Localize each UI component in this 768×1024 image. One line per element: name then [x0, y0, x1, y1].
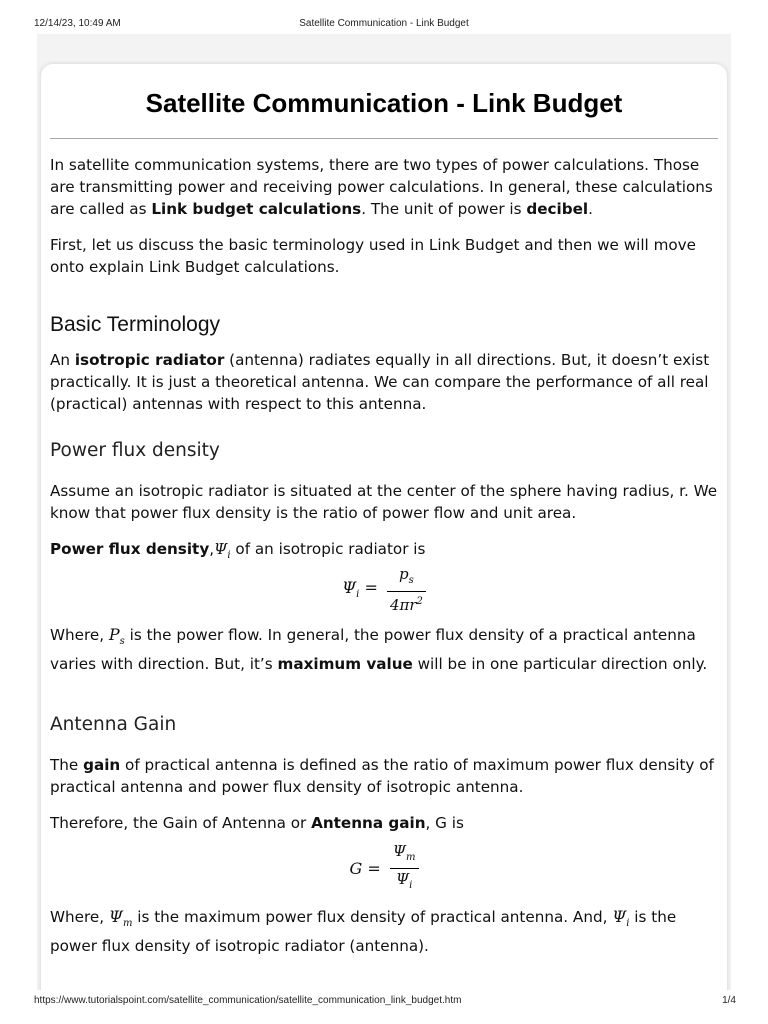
fraction: $\frac{\Psi_m}{\Psi_i}$	[390, 841, 419, 896]
antenna-gain-paragraph-3: Where, $\Psi_m$ is the maximum power flux density of practical antenna. And, $\Psi_i$ is the power flux density of isotropic radiator (antenna).	[50, 907, 677, 956]
antenna-gain-paragraph-2: Therefore, the Gain of Antenna or Antenna gain, G is	[50, 814, 464, 832]
section-heading-power-flux-density: Power flux density	[50, 440, 220, 461]
article-title: Satellite Communication - Link Budget	[145, 88, 623, 118]
page-background	[37, 34, 731, 990]
print-datetime: 12/14/23, 10:49 AM	[34, 18, 121, 29]
antenna-gain-paragraph-1: The gain of practical antenna is defined as the ratio of maximum power flux density of practical antenna and power flux density of isotropic antenna.	[50, 756, 714, 796]
psi-m-symbol: $\Psi_m$	[108, 907, 133, 930]
print-header	[0, 0, 768, 34]
title-divider	[50, 138, 718, 139]
print-footer	[0, 995, 768, 1009]
gain-term: gain	[83, 756, 121, 774]
section-heading-basic-terminology: Basic Terminology	[50, 313, 221, 336]
power-flux-paragraph-3: Where, $P_s$ is the power flow. In general, the power flux density of a practical antenna varies with direction. But, it’s maximum value will be in one particular direction only.	[50, 625, 708, 674]
psi-i-symbol: $\Psi_i$	[612, 907, 630, 930]
maximum-value-term: maximum value	[277, 655, 413, 674]
psi-symbol: $\Psi_i$	[214, 540, 231, 562]
antenna-gain-formula: G = $\frac{\Psi_m}{\Psi_i}$	[50, 841, 718, 896]
antenna-gain-term: Antenna gain	[311, 814, 426, 832]
section-heading-antenna-gain: Antenna Gain	[50, 714, 177, 735]
decibel-term: decibel	[526, 200, 589, 218]
print-page-number: 1/4	[722, 995, 736, 1006]
intro-paragraph-2: First, let us discuss the basic terminology used in Link Budget and then we will move onto explain Link Budget calculations.	[50, 236, 697, 276]
isotropic-radiator-term: isotropic radiator	[74, 351, 225, 369]
print-url: https://www.tutorialspoint.com/satellite_communication/satellite_communication_link_budget.htm	[34, 995, 462, 1006]
link-budget-term: Link budget calculations	[151, 200, 362, 218]
isotropic-paragraph: An isotropic radiator (antenna) radiates equally in all directions. But, it doesn’t exist practically. It is just a theoretical antenna. We can compare the performance of all real (practical) antennas with respect to this antenna.	[50, 351, 710, 413]
intro-paragraph-1: In satellite communication systems, there are two types of power calculations. Those are transmitting power and receiving power calculations. In general, these calculations are called as Link budget calculations. The unit of power is decibel.	[50, 156, 713, 218]
power-flux-paragraph-2: Power flux $density,\Psi_i$ of an isotropic radiator is	[50, 540, 426, 562]
power-flux-paragraph-1: Assume an isotropic radiator is situated at the center of the sphere having radius, r. We know that power flux density is the ratio of power flow and unit area.	[50, 482, 718, 522]
print-page-title: Satellite Communication - Link Budget	[299, 18, 469, 29]
article-card	[41, 64, 727, 990]
power-flux-density-formula: $\Psi_i$ = $\frac{p_s}{4\pi r^2}$	[50, 564, 718, 615]
ps-symbol: $P_s$	[108, 625, 125, 648]
fraction: $\frac{p_s}{4\pi r^2}$	[387, 564, 426, 615]
